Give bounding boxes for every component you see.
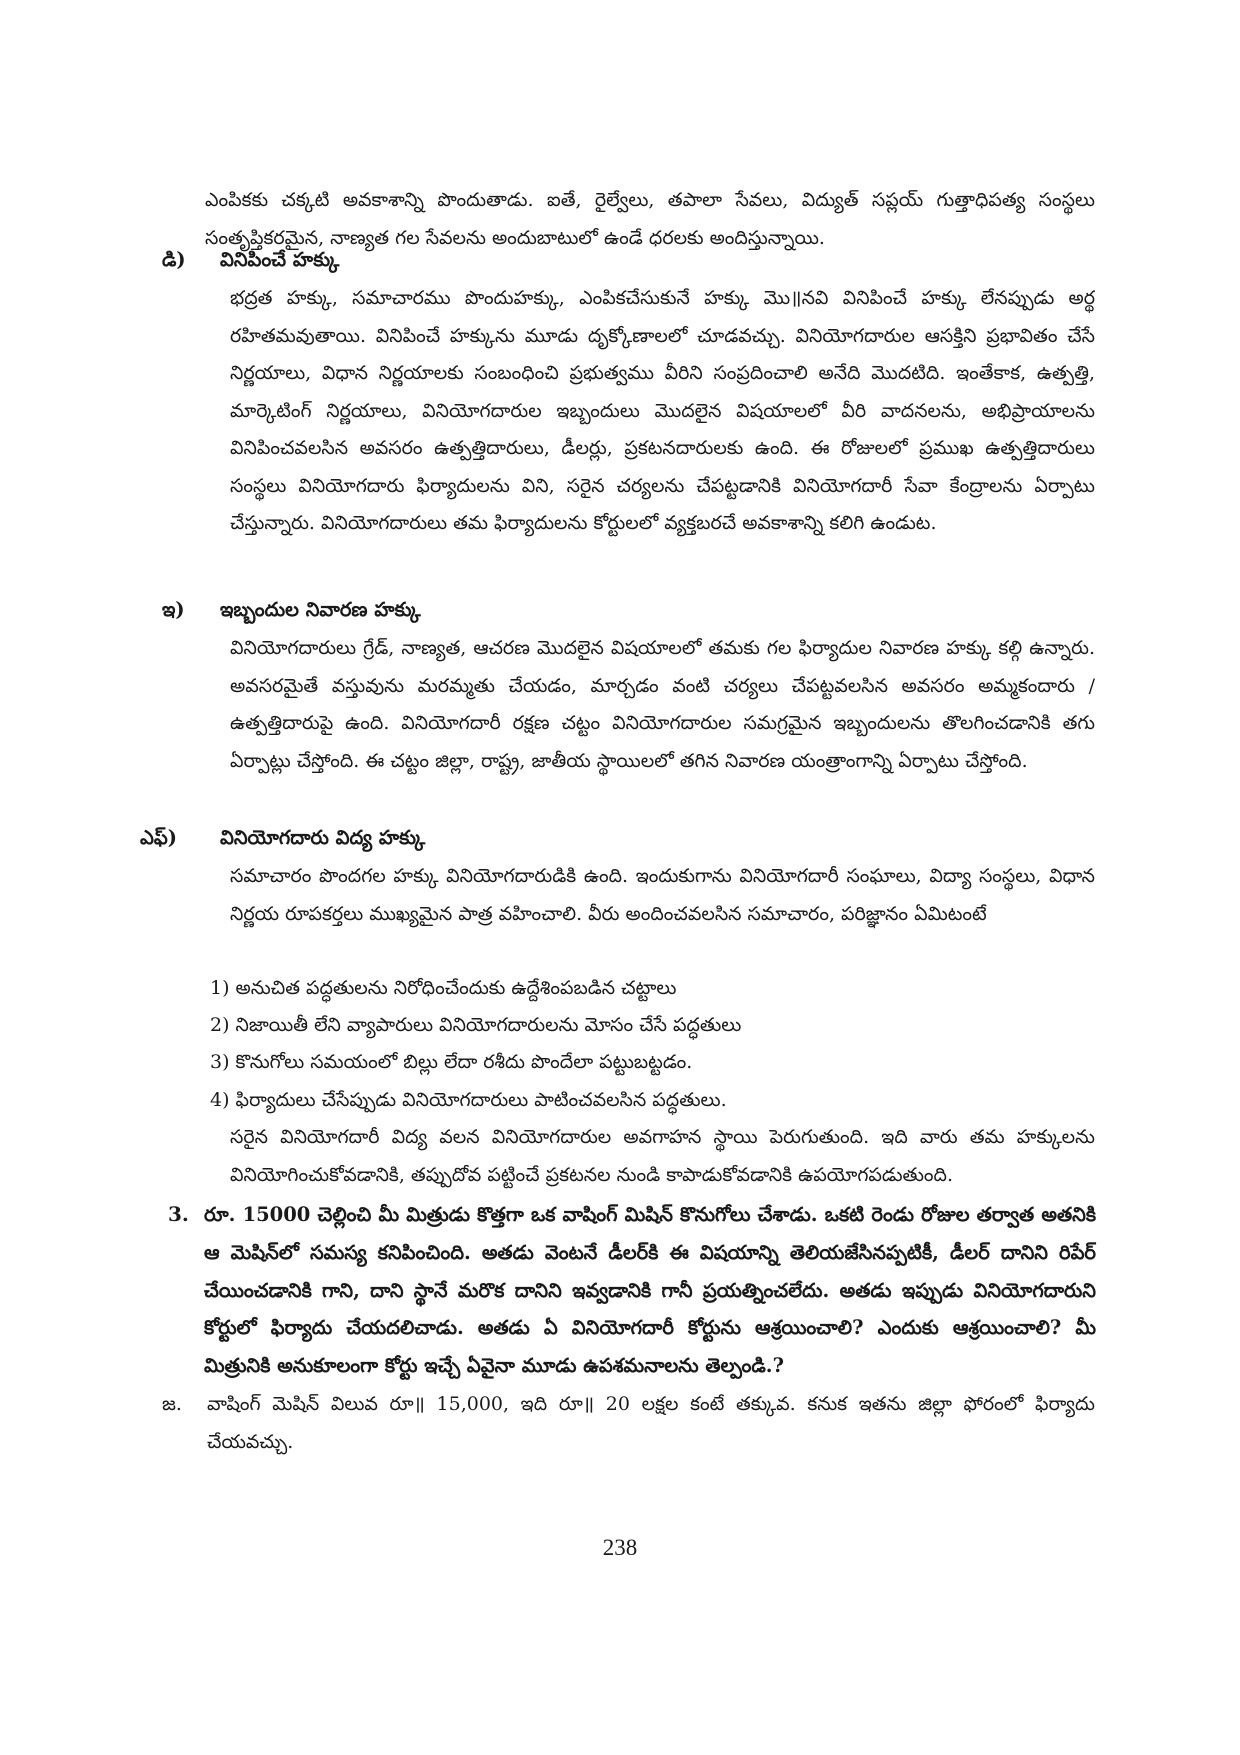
closing-paragraph: సరైన వినియోగదారీ విద్య వలన వినియోగదారుల అవగాహన స్థాయి పెరుగుతుంది. ఇది వారు తమ హక్కులను వినియోగించుకోవడానికి, తప్పుదోవ పట్టించే ప్రకటనల నుండి కాపాడుకోవడానికి ఉపయోగపడుతుంది. — [230, 1126, 1095, 1186]
list-item: 2) నిజాయితీ లేని వ్యాపారులు వినియోగదారులను మోసం చేసే పద్ధతులు — [210, 1014, 742, 1037]
section-body-right-to-redressal: వినియోగదారులు గ్రేడ్, నాణ్యత, ఆచరణ మొదలైన విషయాలలో తమకు గల ఫిర్యాదుల నివారణ హక్కు కల్గి ఉన్నారు. అవసరమైతే వస్తువును మరమ్మతు చేయడం, మార్చడం వంటి చర్యలు చేపట్టవలసిన అవసరం అమ్మకందారు / ఉత్పత్తిదారుపై ఉంది. వినియోగదారీ రక్షణ చట్టం వినియోగదారుల సమగ్రమైన ఇబ్బందులను తొలగించడానికి తగు ఏర్పాట్లు చేస్తోంది. ఈ చట్టం జిల్లా, రాష్ట్ర, జాతీయ స్థాయిలలో తగిన నివారణ యంత్రాంగాన్ని ఏర్పాటు చేస్తోంది. — [230, 637, 1095, 772]
section-heading-right-to-redressal — [162, 595, 421, 625]
section-label: ఎఫ్) — [140, 826, 177, 849]
question-text: రూ. 15000 చెల్లించి మీ మిత్రుడు కొత్తగా ఒక వాషింగ్ మిషిన్ కొనుగోలు చేశాడు. ఒకటి రెండు రోజుల తర్వాత అతనికి ఆ మెషిన్‌లో సమస్య కనిపించింది. అతడు వెంటనే డీలర్‌కి ఈ విషయాన్ని తెలియజేసినప్పటికీ, డీలర్ దానిని రిపేర్ చేయించడానికి గాని, దాని స్థానే మరొక దానిని ఇవ్వడానికి గానీ ప్రయత్నించలేదు. అతడు ఇప్పుడు వినియోగదారుని కోర్టులో ఫిర్యాదు చేయదలిచాడు. అతడు ఏ వినియోగదారీ కోర్టును ఆశ్రయించాలి? ఎందుకు ఆశ్రయించాలి? మీ మిత్రునికి అనుకూలంగా కోర్టు ఇచ్చే ఏవైనా మూడు ఉపశమనాలను తెల్పండి.? — [204, 1203, 1096, 1378]
education-topics-list — [210, 970, 1090, 1119]
section-body-consumer-education: సమాచారం పొందగల హక్కు వినియోగదారుడికి ఉంది. ఇందుకుగాను వినియోగదారీ సంఘాలు, విద్యా సంస్థలు, విధాన నిర్ణయ రూపకర్తలు ముఖ్యమైన పాత్ర వహించాలి. వీరు అందించవలసిన సమాచారం, పరిజ్ఞానం ఏమిటంటే — [230, 865, 1095, 925]
answer-label: జ. — [162, 1393, 182, 1415]
section-title: ఇబ్బందుల నివారణ హక్కు — [220, 598, 421, 621]
question-number: 3. — [168, 1202, 189, 1226]
list-item: 4) ఫిర్యాదులు చేసేప్పుడు వినియోగదారులు పాటించవలసిన పద్ధతులు. — [210, 1088, 727, 1111]
section-label: ఇ) — [162, 598, 185, 621]
section-heading-consumer-education — [140, 823, 425, 853]
intro-paragraph: ఎంపికకు చక్కటి అవకాశాన్ని పొందుతాడు. ఐతే, రైల్వేలు, తపాలా సేవలు, విద్యుత్ సప్లయ్ గుత్తాధిపత్య సంస్థలు సంతృప్తికరమైన, నాణ్యత గల సేవలను అందుబాటులో ఉండే ధరలకు అందిస్తున్నాయి. — [205, 189, 1095, 249]
list-item: 3) కొనుగోలు సమయంలో బిల్లు లేదా రశీదు పొందేలా పట్టుబట్టడం. — [210, 1051, 693, 1074]
answer-text: వాషింగ్ మెషిన్ విలువ రూ॥ 15,000, ఇది రూ॥ 20 లక్షల కంటే తక్కువ. కనుక ఇతను జిల్లా ఫోరంలో ఫిర్యాదు చేయవచ్చు. — [207, 1393, 1095, 1453]
section-title: వినియోగదారు విద్య హక్కు — [220, 826, 426, 849]
page-number: 238 — [602, 1535, 638, 1560]
section-label: డి) — [162, 248, 186, 271]
section-heading-right-to-be-heard — [162, 245, 339, 275]
list-item: 1) అనుచిత పద్ధతులను నిరోధించేందుకు ఉద్దేశింపబడిన చట్టాలు — [210, 977, 677, 999]
section-body-right-to-be-heard: భద్రత హక్కు, సమాచారము పొందుహక్కు, ఎంపికచేసుకునే హక్కు మొ॥నవి వినిపించే హక్కు లేనప్పుడు అర్థ రహితమవుతాయి. వినిపించే హక్కును మూడు దృక్కోణాలలో చూడవచ్చు. వినియోగదారుల ఆసక్తిని ప్రభావితం చేసే నిర్ణయాలు, విధాన నిర్ణయాలకు సంబంధించి ప్రభుత్వము వీరిని సంప్రదించాలి అనేది మొదటిది. ఇంతేకాక, ఉత్పత్తి, మార్కెటింగ్ నిర్ణయాలు, వినియోగదారుల ఇబ్బందులు మొదలైన విషయాలలో వీరి వాదనలను, అభిప్రాయాలను వినిపించవలసిన అవసరం ఉత్పత్తిదారులు, డీలర్లు, ప్రకటనదారులకు ఉంది. ఈ రోజులలో ప్రముఖ ఉత్పత్తిదారులు సంస్థలు వినియోగదారు ఫిర్యాదులను విని, సరైన చర్యలను చేపట్టడానికి వినియోగదారీ సేవా కేంద్రాలను ఏర్పాటు చేస్తున్నారు. వినియోగదారులు తమ ఫిర్యాదులను కోర్టులలో వ్యక్తబరచే అవకాశాన్ని కలిగి ఉండుట. — [230, 287, 1095, 534]
section-title: వినిపించే హక్కు — [220, 248, 340, 271]
